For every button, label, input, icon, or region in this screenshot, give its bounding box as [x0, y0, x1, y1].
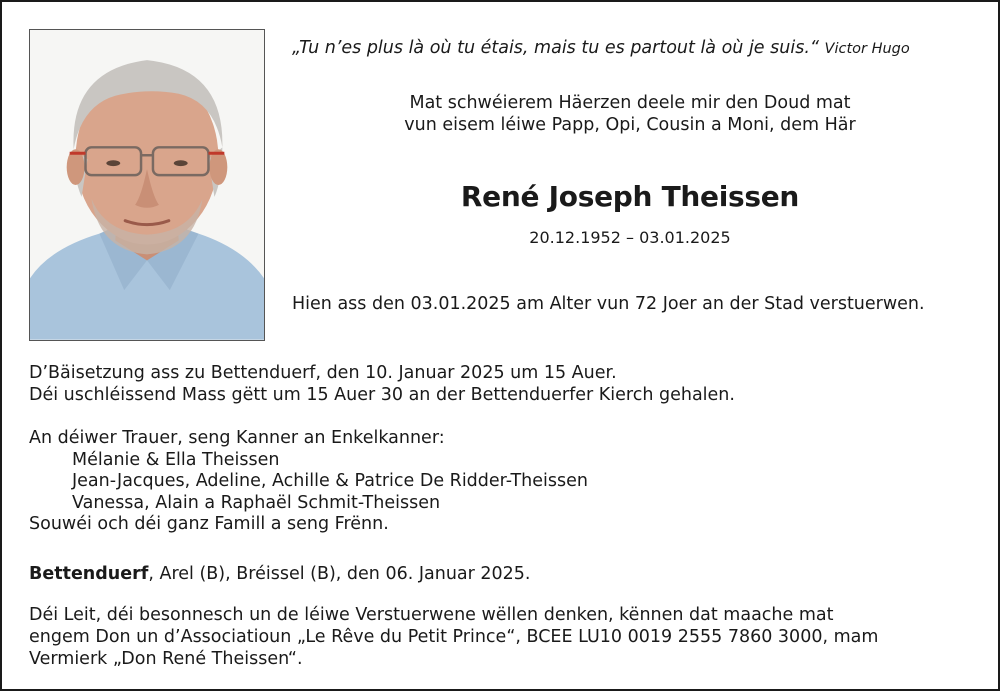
portrait-illustration [30, 30, 264, 340]
funeral-line: Déi uschléissend Mass gëtt um 15 Auer 30 an der Bettenduerfer Kierch gehalen. [29, 385, 735, 405]
mourner-family: Jean-Jacques, Adeline, Achille & Patrice De Ridder-Theissen [72, 471, 588, 491]
quote [292, 38, 982, 58]
donation-line: engem Don un d’Associatioun „Le Rêve du Petit Prince“, BCEE LU10 0019 2555 7860 3000, mam [29, 627, 879, 647]
intro-line: Mat schwéierem Häerzen deele mir den Doud mat [409, 93, 851, 113]
death-statement: Hien ass den 03.01.2025 am Alter vun 72 Joer an der Stad verstuerwen. [292, 294, 925, 314]
portrait-photo [29, 29, 265, 341]
place-rest: , Arel (B), Bréissel (B), den 06. Januar 2025. [148, 564, 531, 584]
announcement-intro [298, 92, 962, 136]
mourners-list [29, 428, 969, 536]
donation-note [29, 604, 973, 670]
place-and-date [29, 564, 969, 584]
donation-line: Déi Leit, déi besonnesch un de léiwe Verstuerwene wëllen denken, kënnen dat maache mat [29, 605, 834, 625]
quote-author: Victor Hugo [824, 41, 910, 57]
mourners-closing: Souwéi och déi ganz Famill a seng Frënn. [29, 514, 389, 534]
mourner-family: Vanessa, Alain a Raphaël Schmit-Theissen [72, 492, 441, 513]
funeral-details [29, 362, 969, 406]
funeral-line: D’Bäisetzung ass zu Bettenduerf, den 10. Januar 2025 um 15 Auer. [29, 363, 617, 383]
donation-line: Vermierk „Don René Theissen“. [29, 649, 303, 669]
place-name: Bettenduerf [29, 564, 149, 584]
intro-line: vun eisem léiwe Papp, Opi, Cousin a Moni, dem Här [404, 115, 856, 135]
deceased-name: René Joseph Theissen [460, 180, 800, 213]
mourner-family: Mélanie & Ella Theissen [72, 449, 280, 470]
quote-text: „Tu n’es plus là où tu étais, mais tu es partout là où je suis.“ [292, 38, 819, 58]
mourners-heading: An déiwer Trauer, seng Kanner an Enkelkanner: [29, 428, 445, 448]
life-dates: 20.12.1952 – 03.01.2025 [529, 228, 731, 247]
